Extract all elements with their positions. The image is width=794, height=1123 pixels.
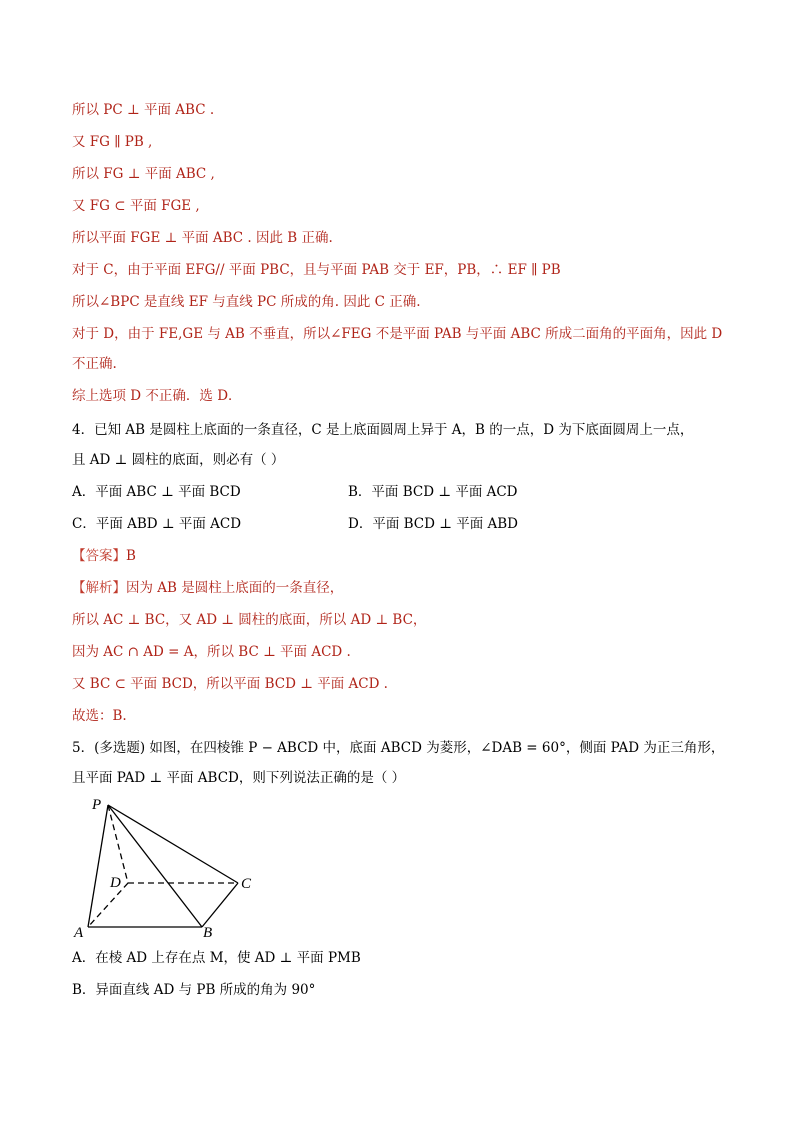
label-c: C <box>241 876 252 892</box>
solution-line: 综上选项 D 不正确．选 D． <box>72 388 242 404</box>
q4-option-c: C．平面 ABD ⊥ 平面 ACD <box>72 516 242 532</box>
label-p: P <box>92 797 102 813</box>
q5-option-a: A．在棱 AD 上存在点 M，使 AD ⊥ 平面 PMB <box>72 950 361 966</box>
solution-line: 对于 C，由于平面 EFG// 平面 PBC，且与平面 PAB 交于 EF，PB，∴ EF ∥ PB <box>72 262 561 278</box>
q4-option-a: A．平面 ABC ⊥ 平面 BCD <box>72 484 241 500</box>
label-d: D <box>110 875 121 891</box>
solution-line: 所以 FG ⊥ 平面 ABC , <box>72 166 215 182</box>
label-a: A <box>74 925 84 941</box>
edge-pc <box>108 805 238 883</box>
edge-bc <box>202 883 238 927</box>
label-b: B <box>203 925 213 941</box>
q4-stem-cont: 且 AD ⊥ 圆柱的底面，则必有（ ） <box>72 452 285 468</box>
q4-analysis <box>72 578 343 598</box>
solution-line: 不正确. <box>72 356 117 372</box>
solution-line: 对于 D，由于 FE,GE 与 AB 不垂直，所以∠FEG 不是平面 PAB 与平面 ABC 所成二面角的平面角，因此 D <box>72 326 723 342</box>
pyramid-figure <box>70 795 270 945</box>
analysis-line: 又 BC ⊂ 平面 BCD，所以平面 BCD ⊥ 平面 ACD . <box>72 676 388 692</box>
analysis-line: 所以 AC ⊥ BC，又 AD ⊥ 圆柱的底面，所以 AD ⊥ BC， <box>72 612 427 628</box>
answer-value: B <box>126 548 136 564</box>
q4-option-b: B．平面 BCD ⊥ 平面 ACD <box>348 484 518 500</box>
q4-option-d: D．平面 BCD ⊥ 平面 ABD <box>348 516 519 532</box>
solution-line: 所以平面 FGE ⊥ 平面 ABC . 因此 B 正确. <box>72 230 333 246</box>
solution-line: 又 FG ∥ PB , <box>72 134 153 150</box>
q4-stem: 4．已知 AB 是圆柱上底面的一条直径，C 是上底面圆周上异于 A，B 的一点，D 为下底面圆周上一点， <box>72 422 694 438</box>
q4-answer <box>72 546 136 566</box>
solution-line: 所以∠BPC 是直线 EF 与直线 PC 所成的角. 因此 C 正确. <box>72 294 421 310</box>
analysis-line: 故选：B. <box>72 708 127 724</box>
analysis-line: 因为 AC ∩ AD = A，所以 BC ⊥ 平面 ACD . <box>72 644 351 660</box>
q5-stem: 5．(多选题) 如图，在四棱锥 P − ABCD 中，底面 ABCD 为菱形，∠DAB = 60°，侧面 PAD 为正三角形， <box>72 740 725 756</box>
q5-stem-cont: 且平面 PAD ⊥ 平面 ABCD，则下列说法正确的是（ ） <box>72 770 406 786</box>
answer-tag: 【答案】 <box>72 548 126 564</box>
analysis-line: 因为 AB 是圆柱上底面的一条直径， <box>126 580 344 596</box>
solution-line: 又 FG ⊂ 平面 FGE , <box>72 198 200 214</box>
q5-option-b: B．异面直线 AD 与 PB 所成的角为 90° <box>72 982 316 998</box>
edge-pb <box>108 805 202 927</box>
solution-line: 所以 PC ⊥ 平面 ABC . <box>72 102 215 118</box>
analysis-tag: 【解析】 <box>72 580 126 596</box>
edge-pd <box>108 805 128 883</box>
